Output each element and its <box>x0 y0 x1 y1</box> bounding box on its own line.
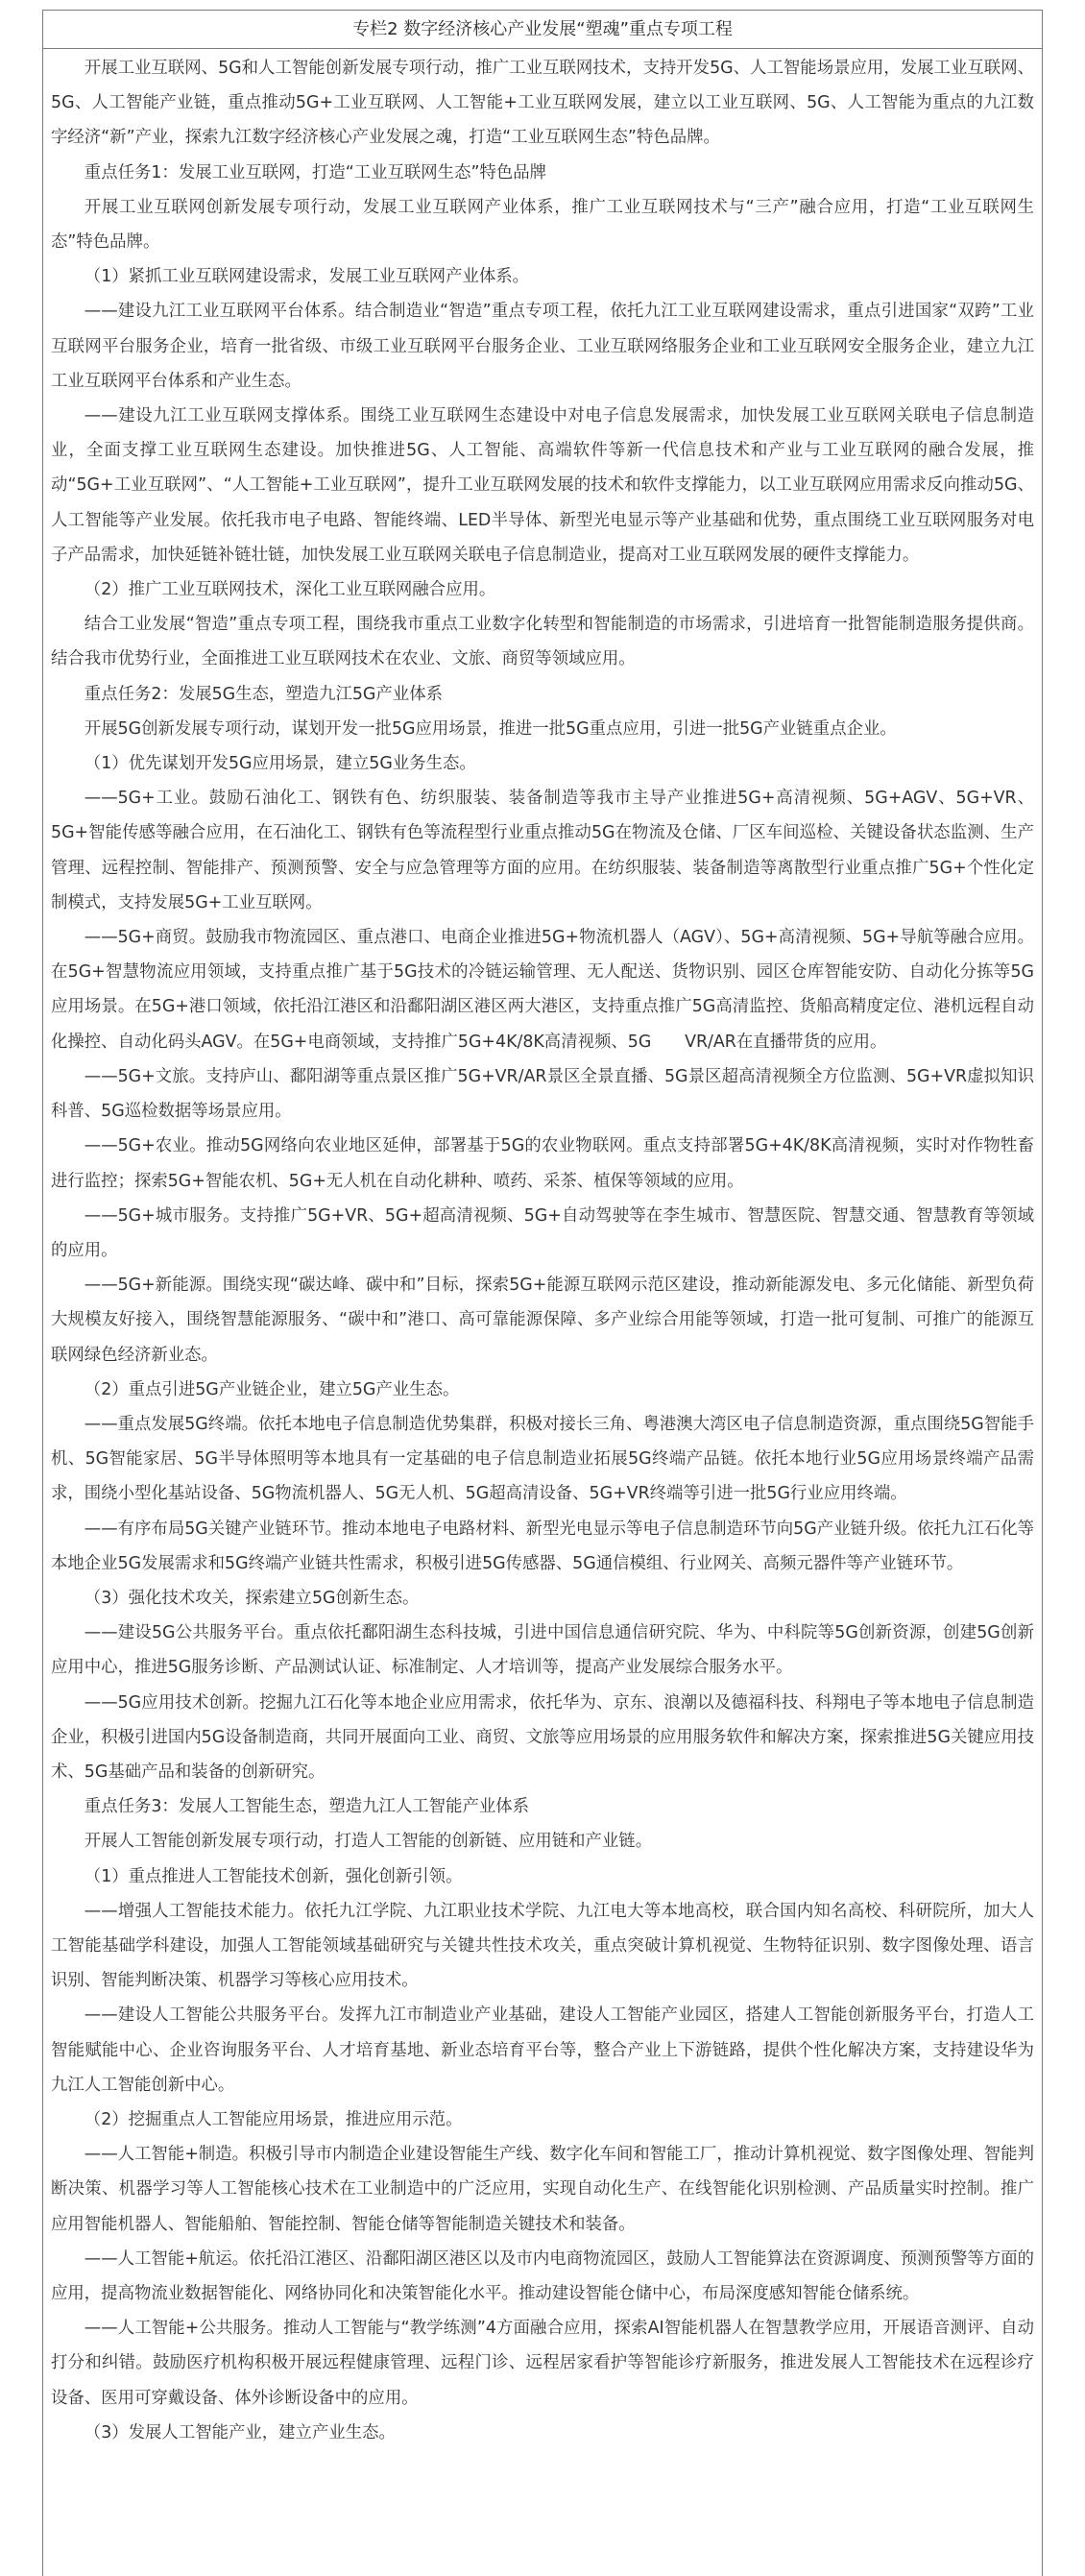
sub-heading: （1）重点推进人工智能技术创新，强化创新引领。 <box>84 1866 463 1886</box>
paragraph: ——5G应用技术创新。挖掘九江石化等本地企业应用需求，依托华为、京东、浪潮以及德福科技、科翔电子等本地电子信息制造企业，积极引进国内5G设备制造商，共同开展面向工业、商贸、文旅等应用场景的应用服务软件和解决方案，探索推进5G关键应用技术、5G基础产品和装备的创新研究。 <box>51 1692 1034 1782</box>
paragraph: ——5G+工业。鼓励石油化工、钢铁有色、纺织服装、装备制造等我市主导产业推进5G+高清视频、5G+AGV、5G+VR、5G+智能传感等融合应用，在石油化工、钢铁有色等流程型行业重点推动5G在物流及仓储、厂区车间巡检、关键设备状态监测、生产管理、远程控制、智能排产、预测预警、安全与应急管理等方面的应用。在纺织服装、装备制造等离散型行业重点推广5G+个性化定制模式，支持发展5G+工业互联网。 <box>51 789 1034 912</box>
intro-paragraph: 开展工业互联网、5G和人工智能创新发展专项行动，推广工业互联网技术，支持开发5G、人工智能场景应用，发展工业互联网、5G、人工智能产业链，重点推动5G+工业互联网、人工智能+工业互联网发展，建立以工业互联网、5G、人工智能为重点的九江数字经济“新”产业，探索九江数字经济核心产业发展之魂，打造“工业互联网生态”特色品牌。 <box>51 59 1034 148</box>
paragraph: ——5G+商贸。鼓励我市物流园区、重点港口、电商企业推进5G+物流机器人（AGV）、5G+高清视频、5G+导航等融合应用。在5G+智慧物流应用领域，支持重点推广基于5G技术的冷链运输管理、无人配送、货物识别、园区仓库智能安防、自动化分拣等5G应用场景。在5G+港口领域，依托沿江港区和沿鄱阳湖区港区两大港区，支持重点推广5G高清监控、货船高精度定位、港机远程自动化操控、自动化码头AGV。在5G+电商领域，支持推广5G+4K/8K高清视频、5G VR/AR在直播带货的应用。 <box>51 928 1034 1052</box>
column-box <box>42 10 1043 2576</box>
sub-heading: （2）重点引进5G产业链企业，建立5G产业生态。 <box>84 1379 460 1399</box>
paragraph: ——5G+新能源。围绕实现“碳达峰、碳中和”目标，探索5G+能源互联网示范区建设，推动新能源发电、多元化储能、新型负荷大规模友好接入，围绕智慧能源服务、“碳中和”港口、高可靠能源保障、多产业综合用能等领域，打造一批可复制、可推广的能源互联网绿色经济新业态。 <box>51 1276 1034 1365</box>
paragraph: ——有序布局5G关键产业链环节。推动本地电子电路材料、新型光电显示等电子信息制造环节向5G产业链升级。依托九江石化等本地企业5G发展需求和5G终端产业链共性需求，积极引进5G传感器、5G通信模组、行业网关、高频元器件等产业链环节。 <box>51 1519 1034 1573</box>
sub-heading: （2）推广工业互联网技术，深化工业互联网融合应用。 <box>84 580 496 600</box>
paragraph: ——建设人工智能公共服务平台。发挥九江市制造业产业基础，建设人工智能产业园区，搭建人工智能创新服务平台，打造人工智能赋能中心、企业咨询服务平台、人才培育基地、新业态培育平台等，整合产业上下游链路，提供个性化解决方案，支持建设华为九江人工智能创新中心。 <box>51 2005 1034 2095</box>
task-heading: 重点任务1：发展工业互联网，打造“工业互联网生态”特色品牌 <box>84 162 547 182</box>
sub-heading: （1）紧抓工业互联网建设需求，发展工业互联网产业体系。 <box>84 267 530 287</box>
column-title: 专栏2 数字经济核心产业发展“塑魂”重点专项工程 <box>43 11 1042 49</box>
paragraph: 开展5G创新发展专项行动，谋划开发一批5G应用场景，推进一批5G重点应用，引进一批5G产业链重点企业。 <box>84 718 897 739</box>
paragraph: ——人工智能+公共服务。推动人工智能与“教学练测”4方面融合应用，探索AI智能机器人在智慧教学应用，开展语音测评、自动打分和纠错。鼓励医疗机构积极开展远程健康管理、远程门诊、远程居家看护等智能诊疗新服务，推进发展人工智能技术在远程诊疗设备、医用可穿戴设备、体外诊断设备中的应用。 <box>51 2319 1034 2408</box>
sub-heading: （3）强化技术攻关，探索建立5G创新生态。 <box>84 1588 420 1608</box>
sub-heading: （1）优先谋划开发5G应用场景，建立5G业务生态。 <box>84 754 476 774</box>
paragraph: ——5G+农业。推动5G网络向农业地区延伸，部署基于5G的农业物联网。重点支持部署5G+4K/8K高清视频，实时对作物牲畜进行监控；探索5G+智能农机、5G+无人机在自动化耕种、喷药、采茶、植保等领域的应用。 <box>51 1136 1034 1191</box>
sub-heading: （2）挖掘重点人工智能应用场景，推进应用示范。 <box>84 2109 463 2129</box>
paragraph: ——建设5G公共服务平台。重点依托鄱阳湖生态科技城，引进中国信息通信研究院、华为、中科院等5G创新资源，创建5G创新应用中心，推进5G服务诊断、产品测试认证、标准制定、人才培训等，提高产业发展综合服务水平。 <box>51 1623 1034 1678</box>
paragraph: 开展工业互联网创新发展专项行动，发展工业互联网产业体系，推广工业互联网技术与“三产”融合应用，打造“工业互联网生态”特色品牌。 <box>51 197 1034 253</box>
paragraph: ——建设九江工业互联网平台体系。结合制造业“智造”重点专项工程，依托九江工业互联网建设需求，重点引进国家“双跨”工业互联网平台服务企业，培育一批省级、市级工业互联网平台服务企业、工业互联网络服务企业和工业互联网安全服务企业，建立九江工业互联网平台体系和产业生态。 <box>51 302 1034 391</box>
paragraph: ——建设九江工业互联网支撑体系。围绕工业互联网生态建设中对电子信息发展需求，加快发展工业互联网关联电子信息制造业，全面支撑工业互联网生态建设。加快推进5G、人工智能、高端软件等新一代信息技术和产业与工业互联网的融合发展，推动“5G+工业互联网”、“人工智能+工业互联网”，提升工业互联网发展的技术和软件支撑能力，以工业互联网应用需求反向推动5G、人工智能等产业发展。依托我市电子电路、智能终端、LED半导体、新型光电显示等产业基础和优势，重点围绕工业互联网服务对电子产品需求，加快延链补链壮链，加快发展工业互联网关联电子信息制造业，提高对工业互联网发展的硬件支撑能力。 <box>51 406 1034 565</box>
paragraph: ——5G+文旅。支持庐山、鄱阳湖等重点景区推广5G+VR/AR景区全景直播、5G景区超高清视频全方位监测、5G+VR虚拟知识科普、5G巡检数据等场景应用。 <box>51 1066 1034 1122</box>
paragraph: ——人工智能+航运。依托沿江港区、沿鄱阳湖区港区以及市内电商物流园区，鼓励人工智能算法在资源调度、预测预警等方面的应用，提高物流业数据智能化、网络协同化和决策智能化水平。推动建设智能仓储中心，布局深度感知智能仓储系统。 <box>51 2248 1034 2303</box>
paragraph: ——人工智能+制造。积极引导市内制造企业建设智能生产线、数字化车间和智能工厂，推动计算机视觉、数字图像处理、智能判断决策、机器学习等人工智能核心技术在工业制造中的广泛应用，实现自动化生产、在线智能化识别检测、产品质量实时控制。推广应用智能机器人、智能船舶、智能控制、智能仓储等智能制造关键技术和装备。 <box>51 2145 1034 2234</box>
paragraph: ——增强人工智能技术能力。依托九江学院、九江职业技术学院、九江电大等本地高校，联合国内知名高校、科研院所，加大人工智能基础学科建设，加强人工智能领域基础研究与关键共性技术攻关，重点突破计算机视觉、生物特征识别、数字图像处理、语言识别、智能判断决策、机器学习等核心应用技术。 <box>51 1901 1034 1991</box>
task-heading: 重点任务2：发展5G生态，塑造九江5G产业体系 <box>84 684 443 704</box>
paragraph: ——重点发展5G终端。依托本地电子信息制造优势集群，积极对接长三角、粤港澳大湾区电子信息制造资源，重点围绕5G智能手机、5G智能家居、5G半导体照明等本地具有一定基础的电子信息制造业拓展5G终端产品链。依托本地行业5G应用场景终端产品需求，围绕小型化基站设备、5G物流机器人、5G无人机、5G超高清设备、5G+VR终端等引进一批5G行业应用终端。 <box>51 1414 1034 1504</box>
paragraph: 开展人工智能创新发展专项行动，打造人工智能的创新链、应用链和产业链。 <box>84 1832 653 1852</box>
paragraph: 结合工业发展“智造”重点专项工程，围绕我市重点工业数字化转型和智能制造的市场需求，引进培育一批智能制造服务提供商。结合我市优势行业，全面推进工业互联网技术在农业、文旅、商贸等领域应用。 <box>51 615 1034 669</box>
task-heading: 重点任务3：发展人工智能生态，塑造九江人工智能产业体系 <box>84 1797 530 1817</box>
paragraph: ——5G+城市服务。支持推广5G+VR、5G+超高清视频、5G+自动驾驶等在李生城市、智慧医院、智慧交通、智慧教育等领域的应用。 <box>51 1205 1034 1260</box>
sub-heading: （3）发展人工智能产业，建立产业生态。 <box>84 2422 396 2442</box>
column-content <box>43 49 1042 2450</box>
